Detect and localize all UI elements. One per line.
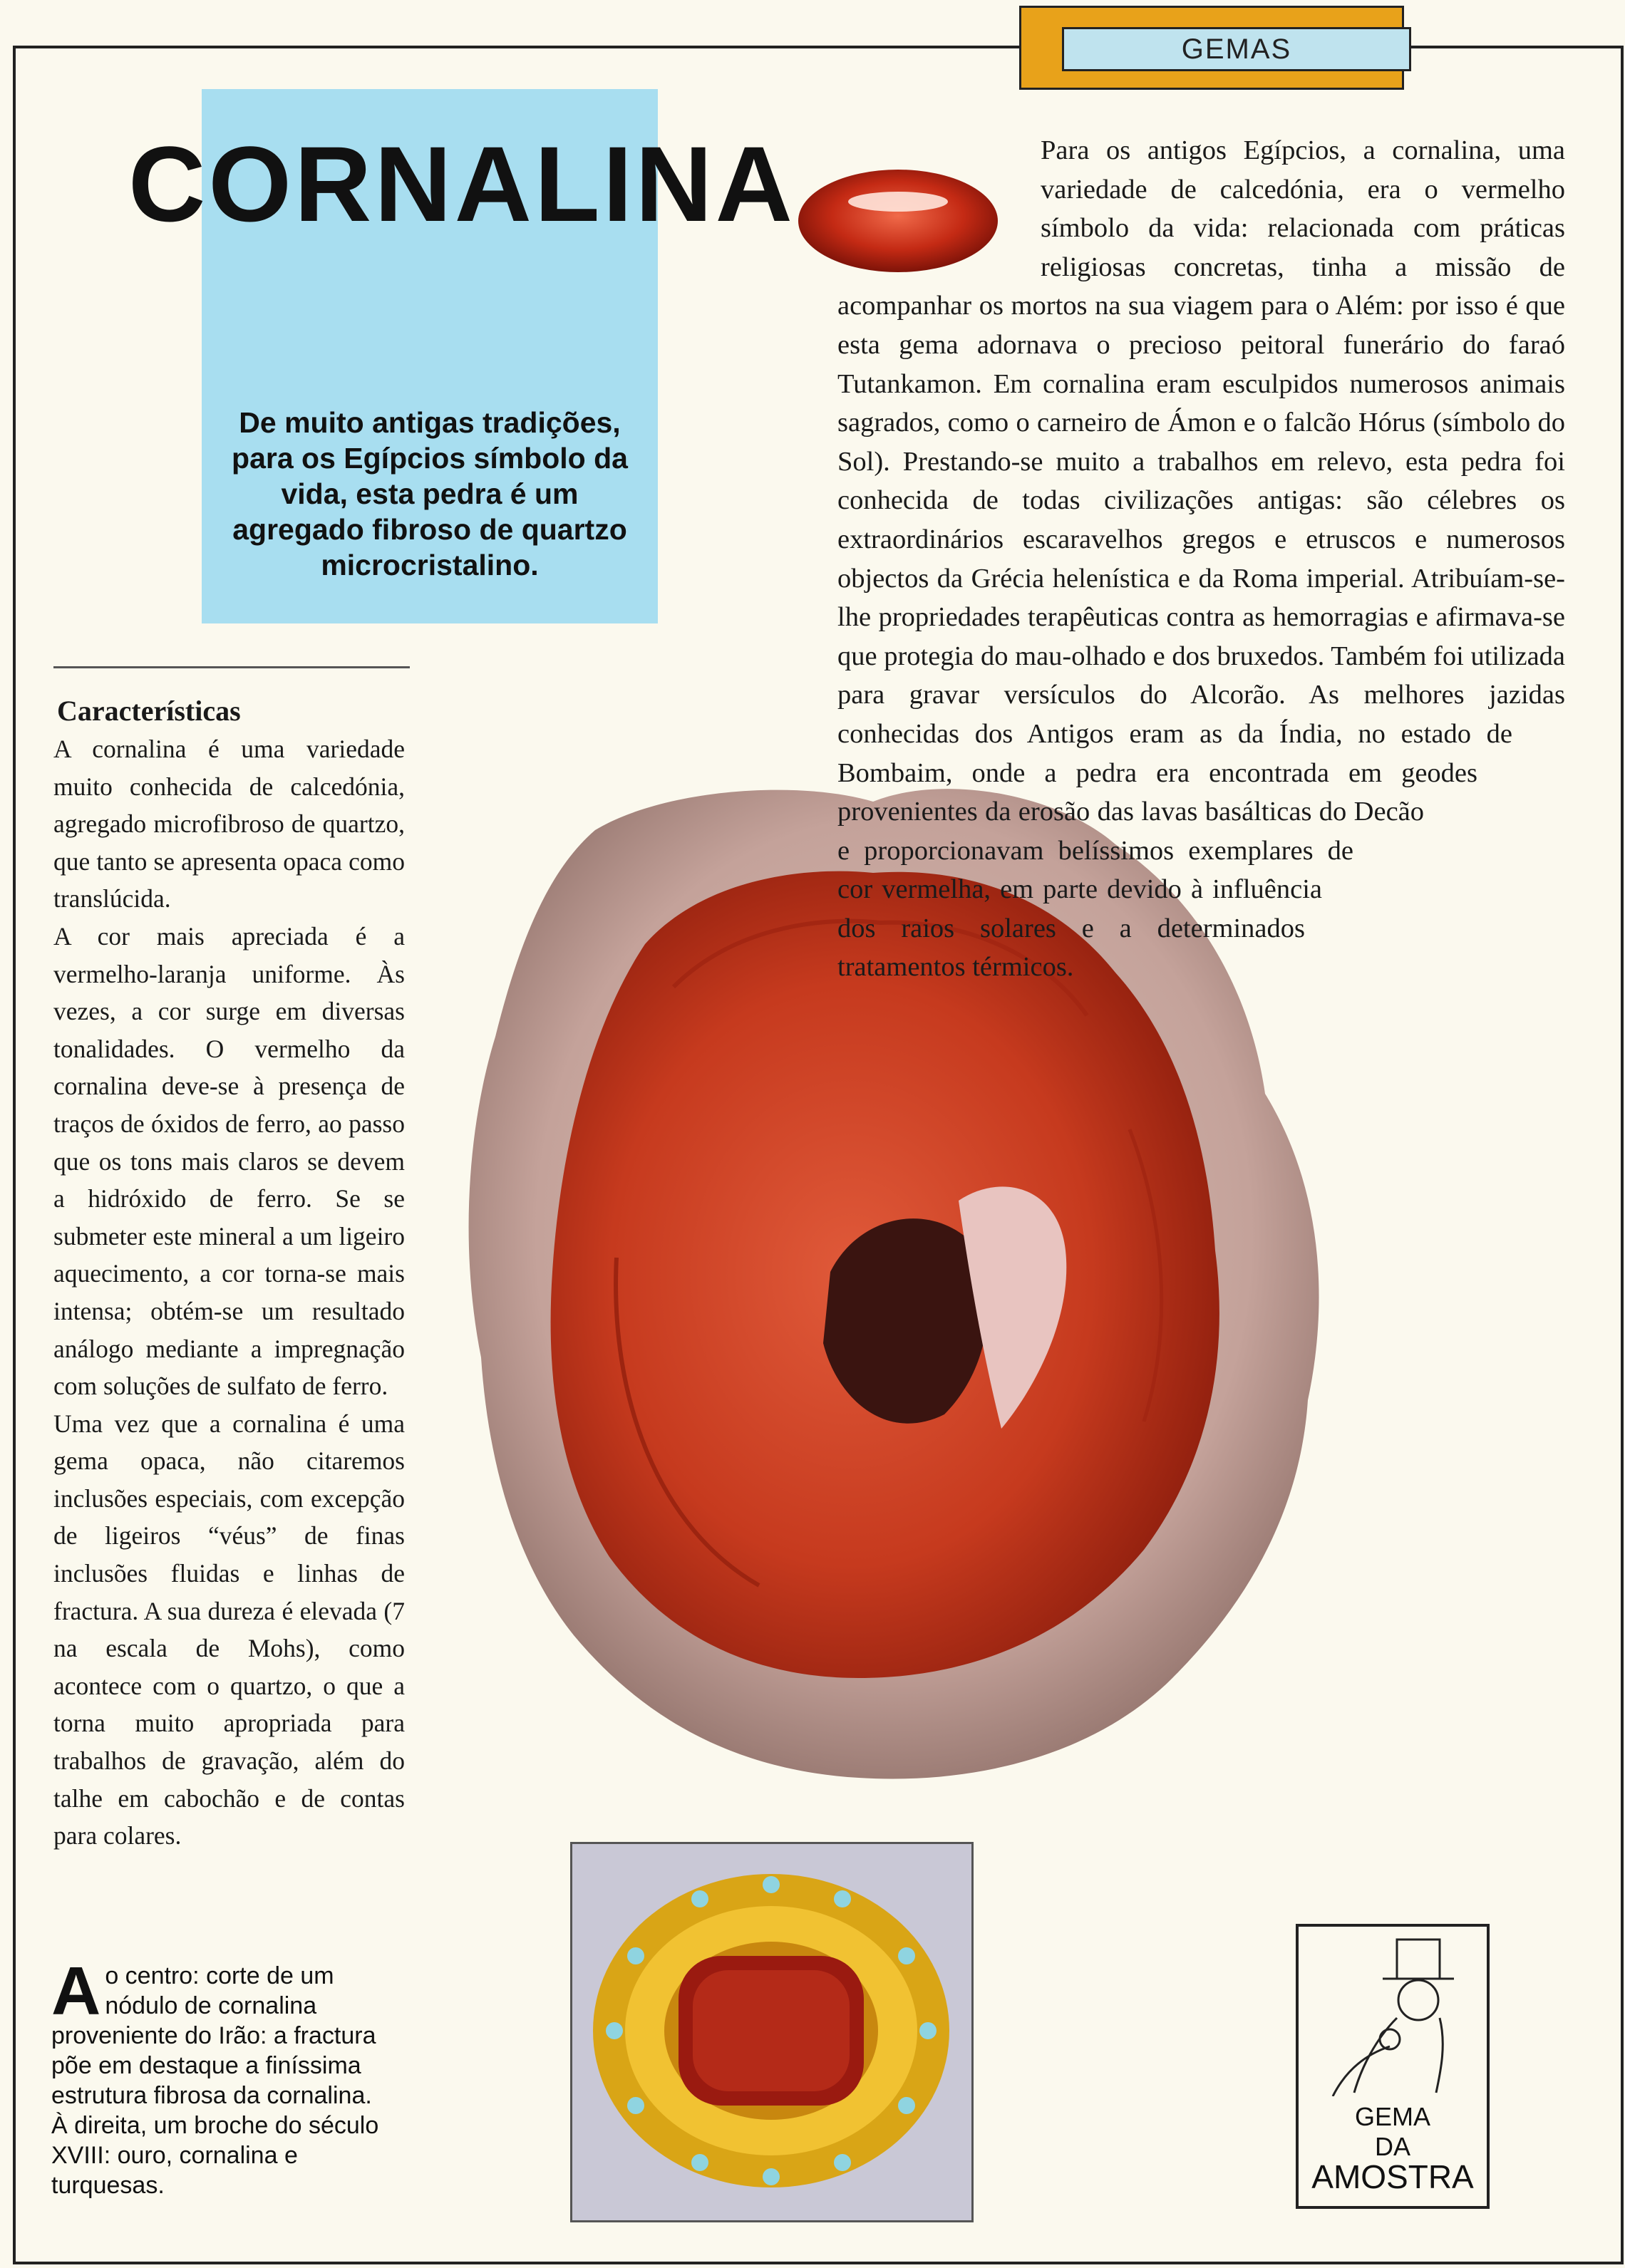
sample-gem-label — [1299, 2102, 1487, 2195]
page-frame-left — [13, 46, 16, 2263]
page-frame-bottom — [13, 2262, 1624, 2264]
sample-label-line3: AMOSTRA — [1311, 2158, 1474, 2195]
page-frame-right — [1621, 46, 1624, 2263]
characteristics-heading: Características — [57, 695, 241, 727]
page-title: CORNALINA — [128, 124, 795, 244]
section-label: GEMAS — [1062, 27, 1411, 71]
caption-dropcap: A — [51, 1953, 101, 2029]
section-divider — [53, 666, 410, 668]
page-frame-top — [13, 46, 1025, 48]
sample-label-line2: DA — [1374, 2132, 1410, 2161]
caption-text: o centro: corte de um nódulo de cornalina proveniente do Irão: a fractura põe em destaque a finíssima estrutura fibrosa da cornalina. À direita, um broche do século XVIII: ouro, cornalina e turquesas. — [51, 1962, 379, 2199]
image-caption — [51, 1953, 393, 2200]
main-text-content: Para os antigos Egípcios, a cornalina, uma variedade de calcedónia, era o vermelho símbolo da vida: relacionada com práticas religiosas concretas, tinha a missão de acompanhar os mortos na sua viagem para o Além: por isso é que esta gema adornava o precioso peitoral funerário do faraó Tutankamon. Em cornalina eram esculpidos numerosos animais sagrados, como o carneiro de Ámon e o falcão Hórus (símbolo do Sol). Prestando-se muito a trabalhos em relevo, esta pedra foi conhecida de todas civilizações antigas: são célebres os extraordinários escaravelhos gregos e etruscos e numerosos objectos da Grécia helenística e da Roma imperial. Atribuíam-se-lhe propriedades terapêuticas contra as hemorragias e afirmava-se que protegia do mau-olhado e dos bruxedos. Também foi utilizada para gravar versículos do Alcorão. As melhores jazidas conhecidas dos Antigos eram as da Índia, no estado de Bombaim, onde a pedra era encontrada em geodes provenientes da erosão das lavas basálticas do Decão e proporcionavam belíssimos exemplares de cor vermelha, em parte devido à influência dos raios solares e a determinados tratamentos térmicos. — [837, 135, 1565, 983]
characteristics-body — [53, 730, 405, 1855]
jeweler-illustration — [1311, 1932, 1475, 2096]
page-frame-top-right — [1408, 46, 1624, 48]
intro-text: De muito antigas tradições, para os Egípcios símbolo da vida, esta pedra é um agregado fibroso de quartzo microcristalino. — [232, 406, 628, 581]
characteristics-paragraph: Uma vez que a cornalina é uma gema opaca, não citaremos inclusões especiais, com excepção de ligeiros “véus” de finas inclusões fluidas e linhas de fractura. A sua dureza é elevada (7 na escala de Mohs), como acontece com o quartzo, o que a torna muito apropriada para trabalhos de gravação, além do talhe em cabochão e de contas para colares. — [53, 1409, 405, 1850]
characteristics-paragraph: A cor mais apreciada é a vermelho-laranja uniforme. Às vezes, a cor surge em diversas tonalidades. O vermelho da cornalina deve-se à presença de traços de óxidos de ferro, ao passo que os tons mais claros se devem a hidróxido de ferro. Se se submeter este mineral a um ligeiro aquecimento, a cor torna-se mais intensa; obtém-se um resultado análogo mediante a impregnação com soluções de sulfato de ferro. — [53, 921, 405, 1401]
sample-label-line1: GEMA — [1354, 2102, 1430, 2131]
characteristics-paragraph: A cornalina é uma variedade muito conhecida de calcedónia, agregado microfibroso de quartzo, que tanto se apresenta opaca como translúcida. — [53, 735, 405, 913]
main-text — [837, 131, 1566, 1927]
